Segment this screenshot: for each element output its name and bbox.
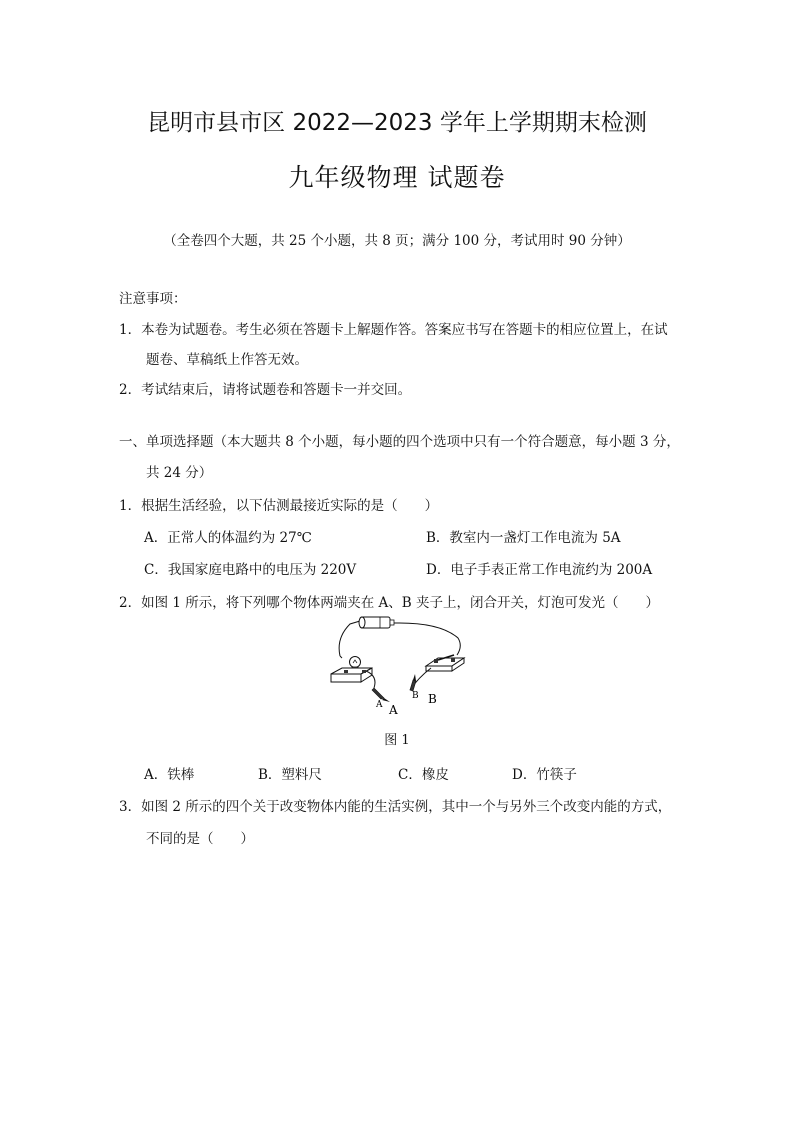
- question-3-stem-cont: 不同的是（ ）: [146, 831, 254, 847]
- exam-subtitle: 九年级物理 试题卷: [288, 163, 506, 192]
- figure-1-caption: 图 1: [384, 733, 410, 748]
- clip-a-small-label: A: [376, 700, 383, 710]
- battery-icon: [359, 617, 394, 628]
- switch-icon: [426, 655, 464, 671]
- question-3-stem: 3．如图 2 所示的四个关于改变物体内能的生活实例，其中一个与另外三个改变内能的方式，: [119, 799, 672, 815]
- note-item-2: 2．考试结束后，请将试题卷和答题卡一并交回。: [119, 382, 412, 398]
- question-1-option-a: A．正常人的体温约为 27℃: [144, 530, 312, 546]
- question-2-stem: 2．如图 1 所示，将下列哪个物体两端夹在 A、B 夹子上，闭合开关，灯泡可发光（ ）: [119, 595, 660, 611]
- clip-b-label: B: [428, 692, 437, 706]
- circuit-figure: [318, 612, 478, 722]
- note-item-1-cont: 题卷、草稿纸上作答无效。: [146, 352, 308, 368]
- question-1-option-d: D．电子手表正常工作电流约为 200A: [426, 562, 653, 578]
- section1-heading: 一、单项选择题（本大题共 8 个小题，每小题的四个选项中只有一个符合题意，每小题 3 分，: [119, 434, 680, 450]
- question-1-stem: 1．根据生活经验，以下估测最接近实际的是（ ）: [119, 498, 439, 514]
- question-2-option-c: C．橡皮: [398, 767, 449, 783]
- question-2-option-a: A．铁棒: [144, 767, 195, 783]
- clip-b-small-label: B: [412, 691, 419, 701]
- light-bulb-icon: [331, 656, 372, 682]
- clip-a-label: A: [389, 703, 398, 717]
- question-1-option-b: B．教室内一盏灯工作电流为 5A: [426, 530, 621, 546]
- question-1-option-c: C．我国家庭电路中的电压为 220V: [144, 562, 357, 578]
- note-item-1: 1．本卷为试题卷。考生必须在答题卡上解题作答。答案应书写在答题卡的相应位置上，在试: [119, 322, 668, 338]
- notes-heading: 注意事项：: [119, 291, 187, 307]
- question-2-option-d: D．竹筷子: [512, 767, 577, 783]
- exam-info: （全卷四个大题，共 25 个小题，共 8 页；满分 100 分，考试用时 90 分钟）: [163, 233, 631, 249]
- question-2-option-b: B．塑料尺: [258, 767, 322, 783]
- exam-title: 昆明市县市区 2022—2023 学年上学期期末检测: [147, 110, 647, 136]
- clip-b-icon: [410, 674, 416, 691]
- section1-heading-cont: 共 24 分）: [146, 465, 213, 481]
